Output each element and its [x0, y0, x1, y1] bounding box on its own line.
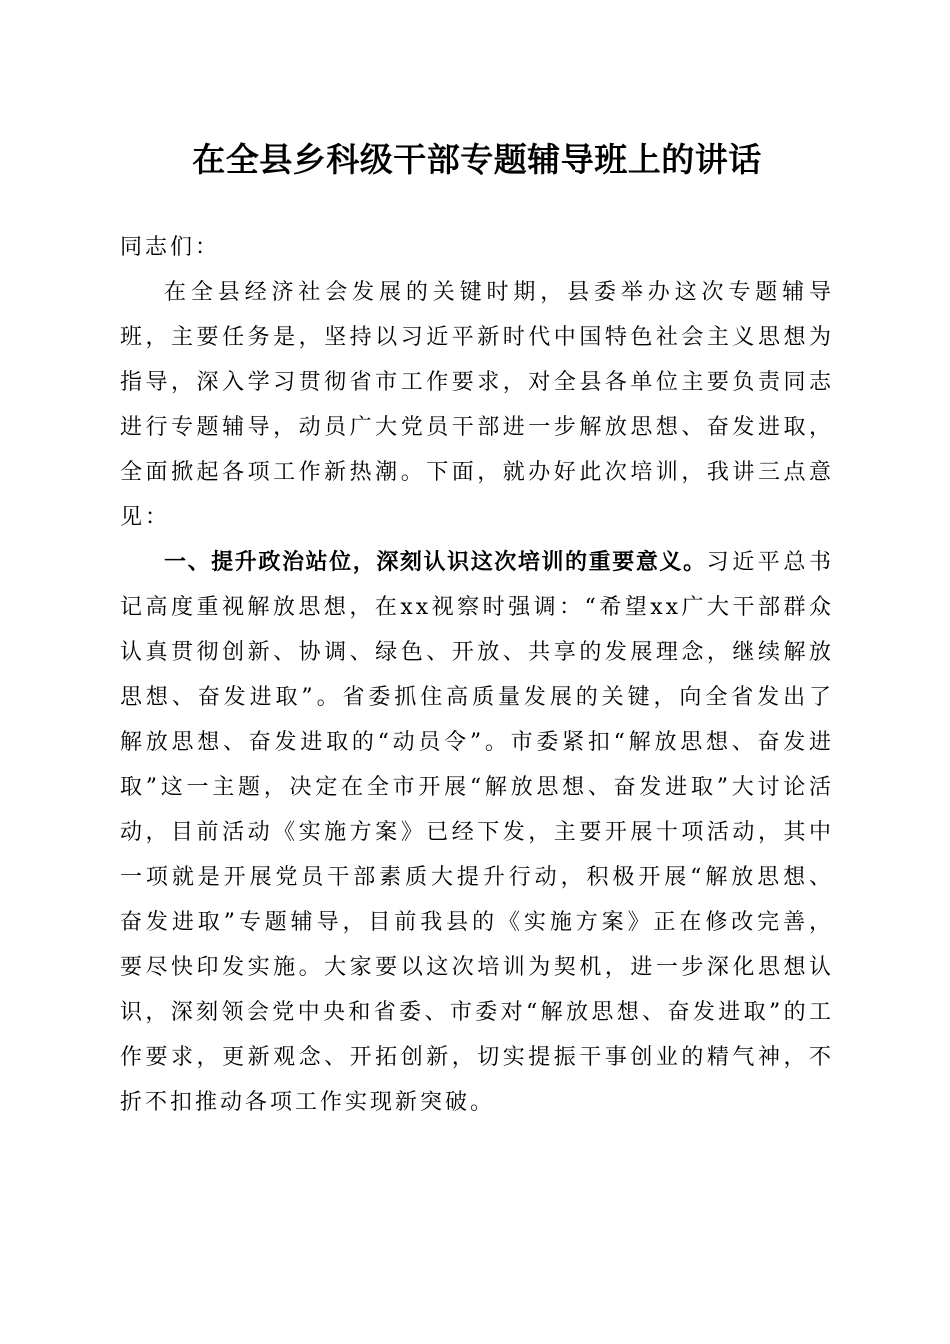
section-1-paragraph: [120, 540, 834, 1125]
document-title: 在全县乡科级干部专题辅导班上的讲话: [192, 140, 762, 179]
section-1-text: 习近平总书记高度重视解放思想，在xx视察时强调：“希望xx广大干部群众认真贯彻创新、协调、绿色、开放、共享的发展理念，继续解放思想、奋发进取”。省委抓住高质量发展的关键，向全省发出了解放思想、奋发进取的“动员令”。市委紧扣“解放思想、奋发进取”这一主题，决定在全市开展“解放思想、奋发进取”大讨论活动，目前活动《实施方案》已经下发，主要开展十项活动，其中一项就是开展党员干部素质大提升行动，积极开展“解放思想、奋发进取”专题辅导，目前我县的《实施方案》正在修改完善，要尽快印发实施。大家要以这次培训为契机，进一步深化思想认识，深刻领会党中央和省委、市委对“解放思想、奋发进取”的工作要求，更新观念、开拓创新，切实提振干事创业的精气神，不折不扣推动各项工作实现新突破。: [120, 550, 834, 1115]
document-body: [120, 225, 834, 1125]
salutation: 同志们：: [120, 235, 221, 260]
intro-paragraph: 在全县经济社会发展的关键时期，县委举办这次专题辅导班，主要任务是，坚持以习近平新时代中国特色社会主义思想为指导，深入学习贯彻省市工作要求，对全县各单位主要负责同志进行专题辅导，动员广大党员干部进一步解放思想、奋发进取，全面掀起各项工作新热潮。下面，就办好此次培训，我讲三点意见：: [120, 280, 834, 530]
section-1-heading: 一、提升政治站位，深刻认识这次培训的重要意义。: [164, 550, 707, 575]
